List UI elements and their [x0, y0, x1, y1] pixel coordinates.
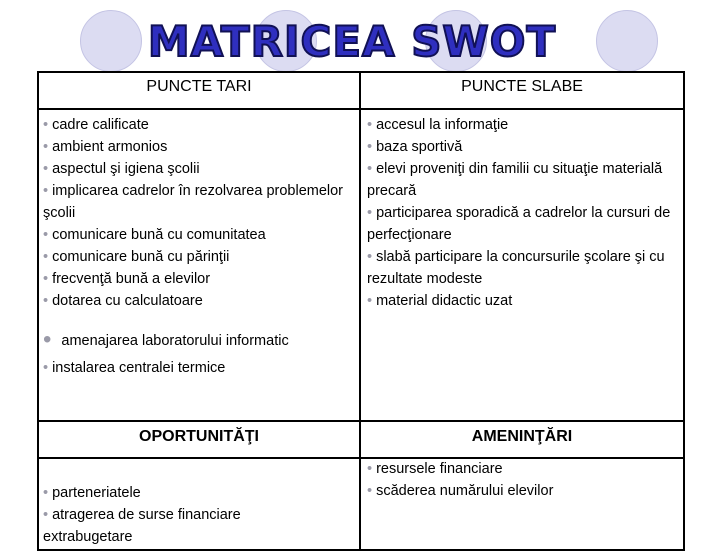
list-item: • aspectul şi igiena şcolii [43, 161, 200, 177]
weaknesses-list [367, 114, 679, 312]
decorative-circle-1 [80, 10, 142, 72]
page-title [147, 12, 557, 66]
list-item: • baza sportivă [367, 139, 463, 155]
divider-middle-right [359, 420, 685, 422]
strengths-list [43, 114, 343, 312]
list-item: • scăderea numărului elevilor [367, 483, 554, 499]
list-item: • frecvenţă bună a elevilor [43, 271, 211, 287]
opportunities-header: OPORTUNITĂŢI [139, 428, 259, 445]
title-text: MATRICEA SWOT [147, 17, 557, 66]
list-item: • ambient armonios [43, 139, 168, 155]
threats-header: AMENINŢĂRI [471, 428, 573, 445]
list-item: • resursele financiare [367, 461, 503, 477]
list-item: • comunicare bună cu părinţii [43, 249, 230, 265]
list-item: • slabă participare la concursurile şcolare şi cu rezultate modeste [367, 249, 665, 287]
divider-vertical [359, 71, 361, 551]
strengths-header: PUNCTE TARI [146, 78, 252, 95]
list-item: • atragerea de surse financiare extrabugetare [43, 507, 241, 545]
list-item: • comunicare bună cu comunitatea [43, 227, 266, 243]
weaknesses-header: PUNCTE SLABE [461, 78, 583, 95]
decorative-circle-4 [596, 10, 658, 72]
divider-middle-left [37, 420, 360, 422]
list-item: • material didactic uzat [367, 293, 513, 309]
list-item: • amenajarea laboratorului informatic [43, 326, 289, 353]
list-item: • instalarea centralei termice [43, 360, 226, 376]
list-item: • accesul la informaţie [367, 117, 509, 133]
list-item: • cadre calificate [43, 117, 149, 133]
list-item: • elevi proveniţi din familii cu situaţie materială precară [367, 161, 663, 199]
list-item: • parteneriatele [43, 485, 141, 501]
list-item: • participarea sporadică a cadrelor la cursuri de perfecţionare [367, 205, 671, 243]
divider-header-top [37, 108, 685, 110]
list-item: • implicarea cadrelor în rezolvarea problemelor şcolii [43, 183, 344, 221]
threats-list [367, 458, 679, 502]
list-item: • dotarea cu calculatoare [43, 293, 203, 309]
opportunities-list [43, 482, 283, 548]
